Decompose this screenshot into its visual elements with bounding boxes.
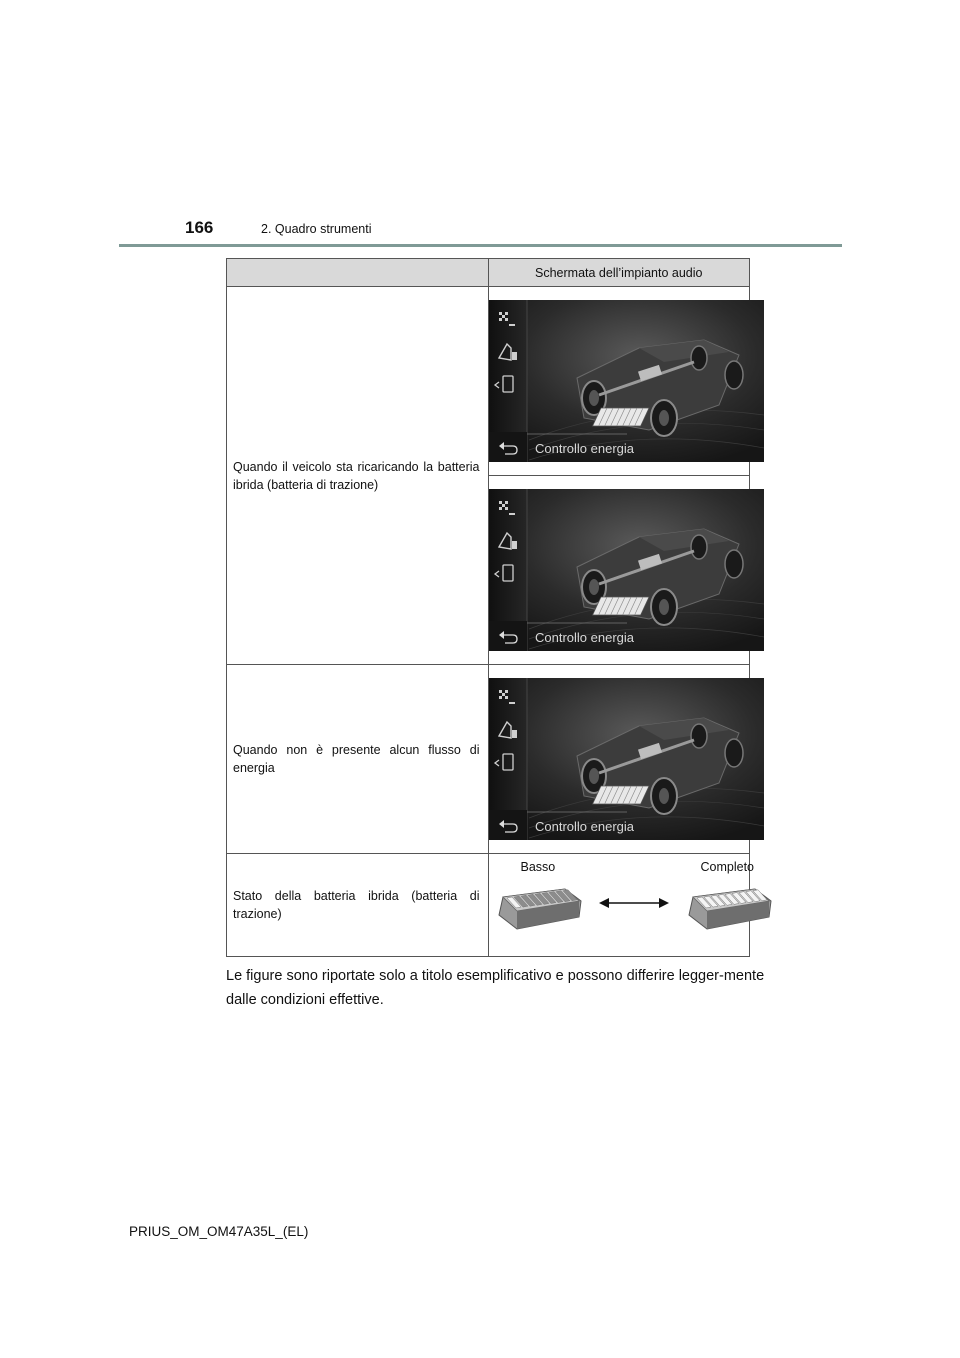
battery-full-icon	[685, 883, 775, 933]
energy-monitor-screen	[489, 678, 764, 840]
screen-image-cell	[488, 476, 750, 665]
battery-low-icon	[495, 883, 585, 933]
screen-caption: Controllo energia	[534, 441, 634, 456]
row-label-battery-state: Stato della batteria ibrida (batteria di trazione)	[227, 854, 489, 957]
table-row	[227, 665, 750, 854]
energy-monitor-screen	[489, 489, 764, 651]
double-arrow-icon	[599, 895, 669, 911]
table-row	[227, 854, 750, 957]
battery-state-cell	[488, 854, 754, 957]
row-label-charging: Quando il veicolo sta ricaricando la batteria ibrida (batteria di trazione)	[227, 287, 489, 665]
disclaimer-note: Le figure sono riportate solo a titolo esemplificativo e possono differire legger-mente dalle condizioni effettive.	[226, 968, 765, 1008]
table-header-row	[227, 259, 750, 287]
energy-monitor-table	[226, 258, 754, 957]
section-title: 2. Quadro strumenti	[261, 222, 372, 236]
energy-monitor-screen	[489, 300, 764, 462]
battery-low-label: Basso	[520, 860, 556, 874]
screen-caption: Controllo energia	[534, 630, 634, 645]
row-label-no-flow: Quando non è presente alcun flusso di energia	[227, 665, 489, 854]
screen-caption: Controllo energia	[534, 819, 634, 834]
page-number: 166	[185, 218, 214, 237]
battery-full-label: Completo	[700, 860, 754, 874]
header-divider	[119, 244, 842, 247]
table-header-audio-screen: Schermata dell’impianto audio	[488, 259, 750, 287]
screen-image-cell	[488, 287, 750, 476]
screen-image-cell	[488, 665, 750, 854]
table-header-left	[227, 259, 489, 287]
footer-document-code: PRIUS_OM_OM47A35L_(EL)	[129, 1224, 309, 1239]
table-row	[227, 287, 750, 476]
